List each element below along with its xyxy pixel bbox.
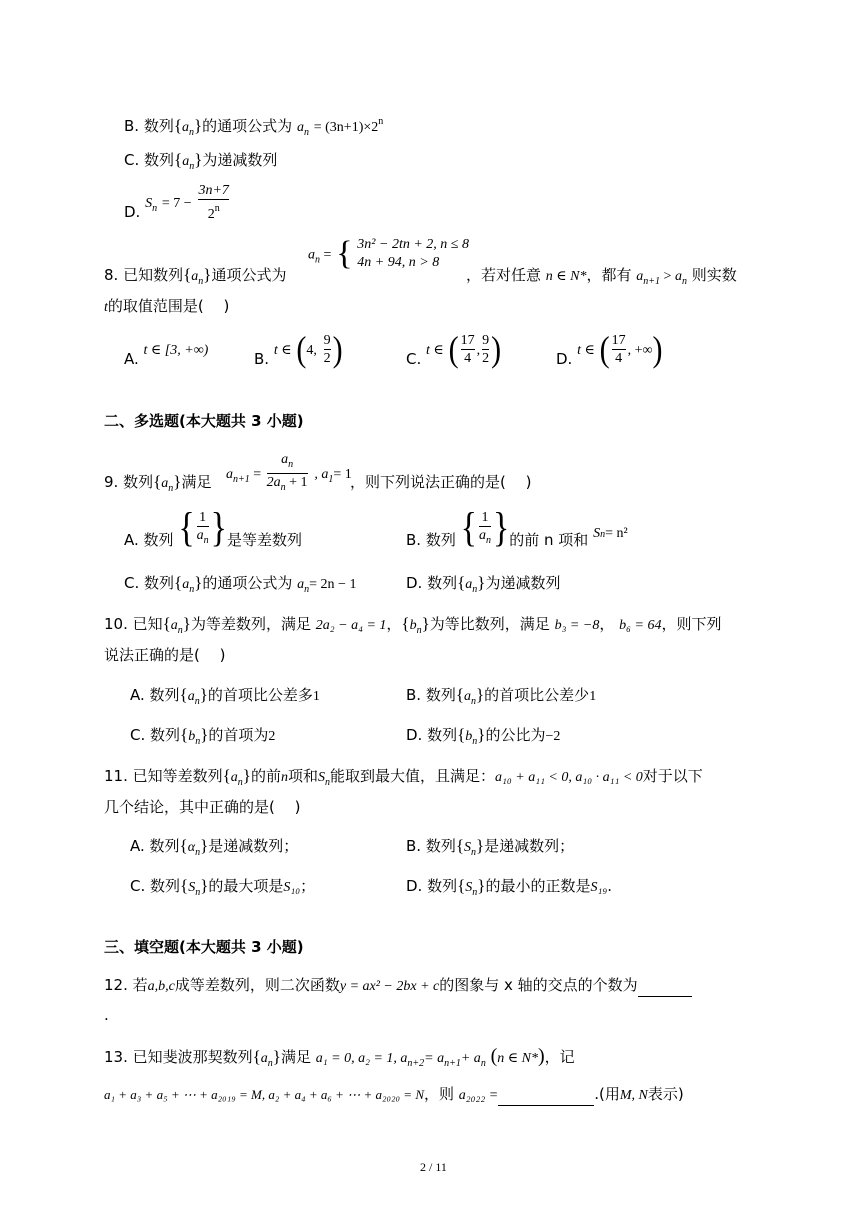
- q7-d-fraction: $\frac{3n+7}{2^n}$: [198, 183, 229, 222]
- q7-option-c: C. 数列$\{a_n\}$为递减数列: [124, 150, 278, 172]
- q10-option-a: A. 数列$\{a_n\}$的首项比公差多1: [130, 685, 320, 707]
- section-2-title: 二、多选题(本大题共 3 小题): [104, 412, 304, 430]
- q13-stem: 13. 已知斐波那契数列$\{a_n\}$满足 a₁ = 0, a₂ = 1, $a_{n+2}= a_{n+1}+ a_n$ (n ∈ N*)，记: [104, 1045, 575, 1069]
- q11-option-a: A. 数列$\{\alpha_n\}$是递减数列；: [130, 836, 299, 858]
- q10-stem: 10. 已知$\{a_n\}$为等差数列，满足 2a₂ − a₄ = 1，$\{b_n\}$为等比数列，满足 b₃ = −8， b₆ = 64，则下列: [104, 614, 722, 636]
- q9-stem-end: ，则下列说法正确的是( ): [350, 473, 532, 491]
- q11-option-b: B. 数列$\{S_n\}$是递减数列；: [406, 836, 575, 858]
- q13-stem-line2: a₁ + a₃ + a₅ + ⋯ + a₂₀₁₉ = M, a₂ + a₄ + a₆ + ⋯ + a₂₀₂₀ = N，则 a₂₀₂₂ = .(用M, N表示): [104, 1084, 684, 1106]
- q8-stem: 8. 已知数列$\{a_n\}$通项公式为: [104, 265, 287, 287]
- q7-option-d: D. $S_n = 7$ − $\frac{3n+7}{2^n}$: [124, 183, 229, 222]
- q11-option-d: D. 数列$\{S_n\}$的最小的正数是S₁₉.: [406, 876, 612, 898]
- q8-option-c: C. t ∈ ( $\frac{17}{4}$ , $\frac{9}{2}$ ): [406, 329, 502, 369]
- q13-answer-blank[interactable]: [498, 1105, 594, 1106]
- q8-stem-cont: ，若对任意 n ∈ N*，都有 $a_{n+1} > a_n$ 则实数: [466, 266, 737, 287]
- q8-option-b: B. t ∈ (4, $\frac{9}{2}$ ): [254, 329, 343, 369]
- q9-option-c: C. 数列$\{a_n\}$的通项公式为 $a_n= 2n - 1$: [124, 573, 357, 595]
- q12-stem-line2: .: [104, 1006, 109, 1024]
- q11-stem-line2: 几个结论，其中正确的是( ): [104, 798, 301, 816]
- q9-option-a: A. 数列 { $\frac{1}{a_n}$ }是等差数列: [124, 505, 302, 551]
- section-3-title: 三、填空题(本大题共 3 小题): [104, 938, 304, 956]
- q8-option-d: D. t ∈ ( $\frac{17}{4}$ , +∞): [556, 329, 663, 369]
- q9-recurrence: $a_{n+1}$ = $\frac{a_n}{2a_n + 1}$ , $a_1= 1$: [226, 451, 352, 496]
- q8-option-a: A. t ∈ [3, +∞): [124, 343, 209, 368]
- q12-stem: 12. 若a,b,c成等差数列，则二次函数y = ax² − 2bx + c的图象与 x 轴的交点的个数为: [104, 975, 692, 997]
- q10-stem-line2: 说法正确的是( ): [104, 646, 226, 664]
- q9-option-b: B. 数列 { $\frac{1}{a_n}$ }的前 n 项和 $S_n= n^2$: [406, 505, 628, 551]
- q8-piecewise: $a_n$ = { 3n² − 2tn + 2, n ≤ 8 4n + 94, n > 8: [308, 235, 469, 272]
- q10-option-d: D. 数列$\{b_n\}$的公比为−2: [406, 725, 561, 747]
- q11-option-c: C. 数列$\{S_n\}$的最大项是S₁₀；: [130, 876, 316, 898]
- q12-answer-blank[interactable]: [638, 996, 692, 997]
- page-number: 2 / 11: [420, 1160, 447, 1174]
- q9-stem: 9. 数列$\{a_n\}$满足: [104, 472, 212, 494]
- q11-stem: 11. 已知等差数列$\{a_n\}$的前n项和$S_n$能取到最大值，且满足：a₁₀ + a₁₁ < 0, a₁₀ · a₁₁ < 0对于以下: [104, 766, 703, 788]
- q10-option-b: B. 数列$\{a_n\}$的首项比公差少1: [406, 685, 597, 707]
- q7-option-b: B. 数列$\{a_n\}$的通项公式为 $a_n = (3n+1)\times 2^n$: [124, 116, 384, 138]
- q10-option-c: C. 数列$\{b_n\}$的首项为2: [130, 725, 276, 747]
- q9-option-d: D. 数列$\{a_n\}$为递减数列: [406, 573, 561, 595]
- q8-stem-line2: t的取值范围是( ): [104, 297, 230, 315]
